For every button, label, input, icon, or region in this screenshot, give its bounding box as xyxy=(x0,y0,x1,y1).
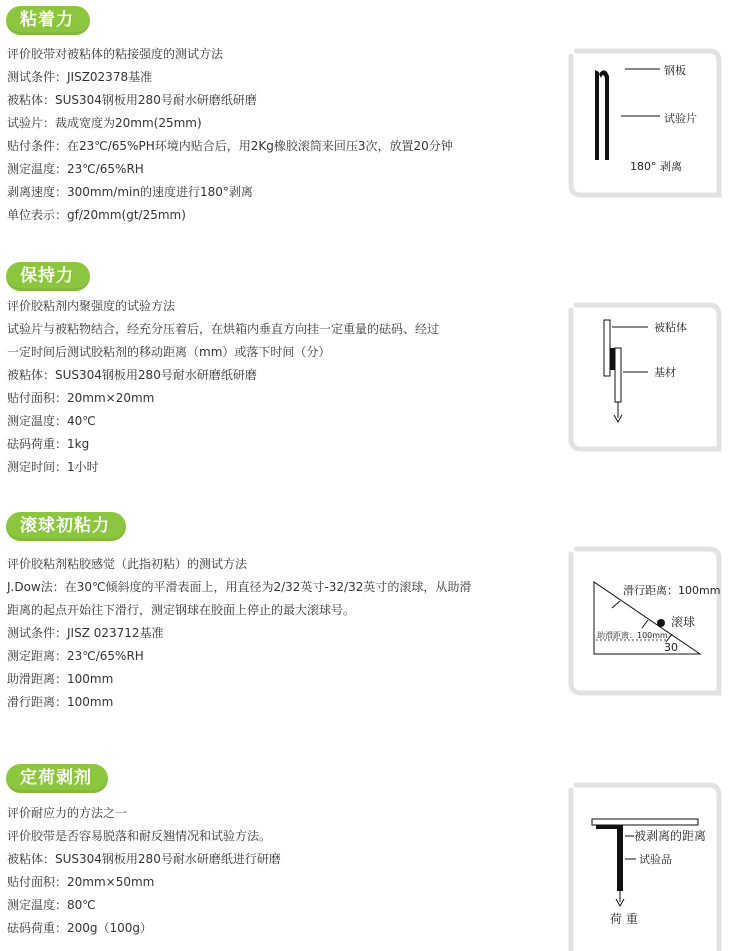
text-line: 评价耐应力的方法之一 xyxy=(7,806,128,820)
text-line: 单位表示：gf/20mm(gt/25mm) xyxy=(7,208,186,222)
adhesive-layer xyxy=(596,825,620,829)
label-ball: 滚球 xyxy=(671,615,696,629)
section-text xyxy=(7,802,527,940)
section-rolling-ball-tack xyxy=(0,512,740,712)
section-constant-load-peel xyxy=(0,764,740,951)
adhesive-layer xyxy=(610,348,615,370)
substrate-strip xyxy=(615,348,621,402)
text-line: 测定距离：23℃/65%RH xyxy=(7,649,144,663)
section-text xyxy=(7,295,527,479)
text-line: 贴付面积：20mm×50mm xyxy=(7,875,155,889)
steel-plate xyxy=(595,70,599,160)
text-line: 滑行距离：100mm xyxy=(7,695,114,709)
rolling-diagram-svg xyxy=(568,546,728,693)
text-line: 评价胶带是否容易脱落和耐反翘情况和试验方法。 xyxy=(7,829,272,843)
text-line: 测试条件：JISZ02378基准 xyxy=(7,70,153,84)
label-assist-distance: 助滑距离：100mm xyxy=(597,631,668,640)
diagram-holding-power xyxy=(568,302,723,449)
text-line: 评价胶粘剂粘胶感觉（此指初粘）的测试方法 xyxy=(7,557,248,571)
diagram-rolling-ball xyxy=(568,546,723,693)
box-frame xyxy=(571,549,719,693)
text-line: 助滑距离：100mm xyxy=(7,672,114,686)
section-title: 定荷剥剂 xyxy=(6,764,108,793)
label-test-specimen: 试验片 xyxy=(664,112,697,125)
section-text xyxy=(7,553,527,714)
text-line: 试验片与被粘物结合，经充分压着后，在烘箱内垂直方向挂一定重量的砝码、经过 xyxy=(7,322,440,336)
text-line: 贴付面积：20mm×20mm xyxy=(7,391,155,405)
label-load: 荷 重 xyxy=(610,912,638,926)
horizontal-plate xyxy=(592,819,698,825)
section-holding-power xyxy=(0,262,740,474)
label-steel-plate: 钢板 xyxy=(664,64,686,77)
tick-mark xyxy=(612,601,620,608)
adherend-plate xyxy=(604,320,610,376)
holding-diagram-svg xyxy=(568,302,723,449)
text-line: J.Dow法：在30℃倾斜度的平滑表面上，用直径为2/32英寸-32/32英寸的滚球，从助滑 xyxy=(7,580,472,594)
text-line: 评价胶带对被粘体的粘接强度的测试方法 xyxy=(7,47,224,61)
text-line: 测定温度：23℃/65%RH xyxy=(7,162,144,176)
label-peel-distance: 被剥离的距离 xyxy=(634,829,707,843)
text-line: 砝码荷重：1kg xyxy=(7,437,90,451)
text-line: 距离的起点开始往下滑行，测定钢球在胶面上停止的最大滚球号。 xyxy=(7,603,356,617)
rolling-ball xyxy=(657,619,665,627)
section-title: 保持力 xyxy=(6,262,90,291)
text-line: 测定时间：1小时 xyxy=(7,460,99,474)
text-line: 试验片：裁成宽度为20mm(25mm) xyxy=(7,116,202,130)
text-line: 被粘体：SUS304钢板用280号耐水研磨纸研磨 xyxy=(7,368,257,382)
section-title: 滚球初粘力 xyxy=(6,512,126,541)
test-specimen xyxy=(617,825,623,891)
label-slide-distance: 滑行距离：100mm xyxy=(623,584,721,597)
text-line: 测定温度：80℃ xyxy=(7,898,96,912)
text-line: 砝码荷重：200g（100g） xyxy=(7,921,153,935)
label-adherend: 被粘体 xyxy=(654,321,687,334)
text-line: 测试条件：JISZ 023712基准 xyxy=(7,626,164,640)
text-line: 测定温度：40℃ xyxy=(7,414,96,428)
test-specimen xyxy=(599,70,609,160)
label-test-product: 试验品 xyxy=(639,853,672,866)
text-line: 剥离速度：300mm/min的速度进行180°剥离 xyxy=(7,185,253,199)
diagram-constant-load xyxy=(568,782,723,951)
text-line: 被粘体：SUS304钢板用280号耐水研磨纸研磨 xyxy=(7,93,257,107)
tick-mark xyxy=(642,620,648,628)
diagram-peel-180 xyxy=(568,48,723,195)
text-line: 一定时间后测试胶粘剂的移动距离（mm）或落下时间（分） xyxy=(7,345,331,359)
section-adhesion xyxy=(0,6,740,222)
section-title: 粘着力 xyxy=(6,6,90,35)
section-text xyxy=(7,43,527,227)
label-substrate: 基材 xyxy=(654,366,676,379)
label-peel-angle: 180° 剥离 xyxy=(630,160,682,173)
label-incline-angle: 30 xyxy=(664,641,678,654)
text-line: 被粘体：SUS304钢板用280号耐水研磨纸进行研磨 xyxy=(7,852,281,866)
text-line: 评价胶粘剂内聚强度的试验方法 xyxy=(7,299,176,313)
box-frame xyxy=(571,785,719,951)
text-line: 贴付条件：在23℃/65%PH环境内贴合后，用2Kg橡胶滚筒来回压3次，放置20分钟 xyxy=(7,139,453,153)
